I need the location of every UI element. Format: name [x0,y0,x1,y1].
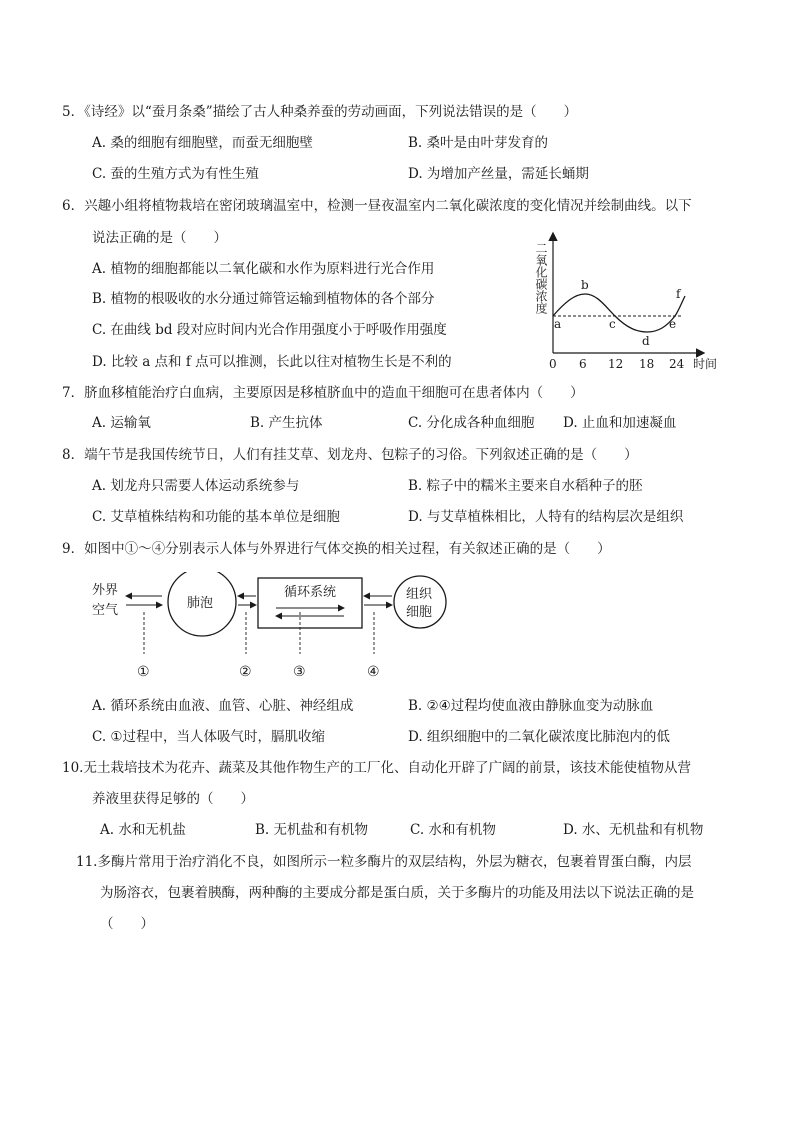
point-label-e: e [669,317,677,331]
process-label-3: ③ [293,664,306,680]
q11-stem-line1: 11.多酶片常用于治疗消化不良，如图所示一粒多酶片的双层结构，外层为糖衣，包裹着胃蛋白酶，内层 [76,854,692,870]
q9-option-d: D. 组织细胞中的二氧化碳浓度比肺泡内的低 [408,729,670,745]
q6-option-c: C. 在曲线 bd 段对应时间内光合作用强度小于呼吸作用强度 [92,322,447,338]
x-tick-6: 6 [579,357,587,371]
chart-ylabel: 二氧化碳浓度 [534,242,548,314]
q7-option-d: D. 止血和加速凝血 [563,415,677,431]
q5-option-c: C. 蚕的生殖方式为有性生殖 [92,166,259,182]
chart-curve [553,294,685,332]
q8-option-a: A. 划龙舟只需要人体运动系统参与 [92,478,300,494]
point-label-f: f [676,287,681,301]
q9-stem: 9．如图中①～④分别表示人体与外界进行气体交换的相关过程，有关叙述正确的是（ ） [62,541,611,557]
q10-option-b: B. 无机盐和有机物 [255,822,369,838]
chart-xlabel: 时间 [693,357,718,371]
alveolus-label: 肺泡 [187,596,214,611]
x-tick-12: 12 [608,357,624,371]
q9-option-c: C. ①过程中，当人体吸气时，膈肌收缩 [92,729,326,745]
q11-stem-line3: （ ） [100,916,154,932]
q5-option-d: D. 为增加产丝量，需延长蛹期 [408,166,589,182]
q6-option-a: A. 植物的细胞都能以二氧化碳和水作为原料进行光合作用 [92,261,435,277]
outside-air-label-1: 外界 [92,583,119,598]
q11-stem-line2: 为肠溶衣，包裹着胰酶，两种酶的主要成分都是蛋白质，关于多酶片的功能及用法以下说法正确的是 [100,885,694,901]
q9-option-a: A. 循环系统由血液、血管、心脏、神经组成 [92,698,354,714]
q6-stem-line2: 说法正确的是（ ） [92,230,227,246]
q8-stem: 8．端午节是我国传统节日，人们有挂艾草、划龙舟、包粽子的习俗。下列叙述正确的是（ ） [62,447,638,463]
outside-air-label-2: 空气 [92,603,119,618]
q8-option-c: C. 艾草植株结构和功能的基本单位是细胞 [92,509,340,525]
q8-option-d: D. 与艾草植株相比，人特有的结构层次是组织 [408,509,684,525]
q10-option-a: A. 水和无机盐 [100,822,186,838]
circulation-label: 循环系统 [284,585,337,600]
process-label-2: ② [239,664,252,680]
tissue-cell-label-2: 细胞 [406,605,433,620]
tissue-cell-label-1: 组织 [406,587,433,602]
q7-option-b: B. 产生抗体 [250,415,323,431]
q10-option-d: D. 水、无机盐和有机物 [563,822,704,838]
q6-option-b: B. 植物的根吸收的水分通过筛管运输到植物体的各个部分 [92,291,435,307]
q10-option-c: C. 水和有机物 [410,822,496,838]
q7-option-c: C. 分化成各种血细胞 [408,415,535,431]
point-label-d: d [642,334,650,348]
q6-option-d: D. 比较 a 点和 f 点可以推测，长此以往对植物生长是不利的 [92,354,452,370]
x-tick-0: 0 [549,357,557,371]
process-label-4: ④ [367,664,380,680]
q10-stem-line2: 养液里获得足够的（ ） [92,791,254,807]
q5-stem: 5．《诗经》以“蚕月条桑”描绘了古人种桑养蚕的劳动画面，下列说法错误的是（ ） [62,104,578,120]
q7-stem: 7．脐血移植能治疗白血病，主要原因是移植脐血中的造血干细胞可在患者体内（ ） [62,385,584,401]
process-label-1: ① [137,664,150,680]
x-tick-24: 24 [669,357,685,371]
x-tick-18: 18 [639,357,655,371]
q9-gas-exchange-diagram [86,572,486,682]
point-label-b: b [581,278,589,292]
point-label-a: a [554,317,562,331]
tissue-cell-circle [394,576,446,628]
q7-option-a: A. 运输氧 [92,415,151,431]
q5-option-a: A. 桑的细胞有细胞壁，而蚕无细胞壁 [92,135,313,151]
q9-option-b: B. ②④过程均使血液由静脉血变为动脉血 [408,698,654,714]
q6-co2-chart [525,228,725,378]
q8-option-b: B. 粽子中的糯米主要来自水稻种子的胚 [408,478,643,494]
q10-stem-line1: 10.无土栽培技术为花卉、蔬菜及其他作物生产的工厂化、自动化开辟了广阔的前景，该技术能使植物从营 [62,760,691,776]
q5-option-b: B. 桑叶是由叶芽发育的 [408,135,549,151]
point-label-c: c [609,317,616,331]
q6-stem-line1: 6．兴趣小组将植物栽培在密闭玻璃温室中，检测一昼夜温室内二氧化碳浓度的变化情况并绘制曲线。以下 [62,198,692,214]
